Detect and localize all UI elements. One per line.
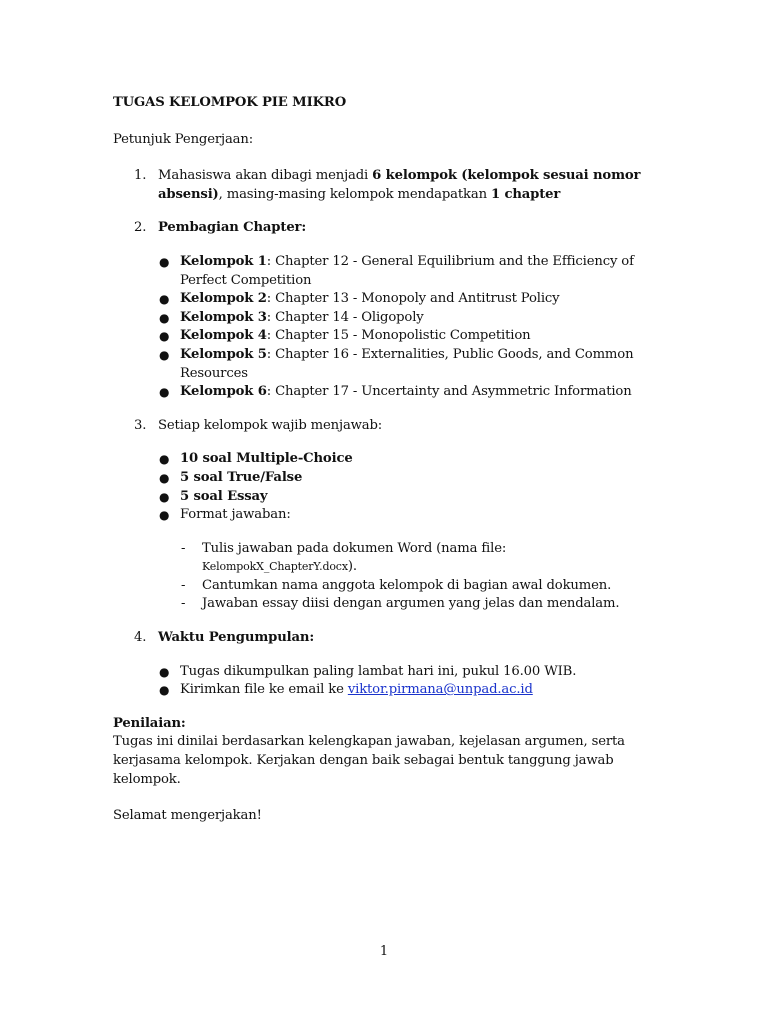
list-item: ● Kelompok 4: Chapter 15 - Monopolistic Competition bbox=[158, 327, 653, 346]
list-item: ● Kelompok 1: Chapter 12 - General Equilibrium and the Efficiency of Perfect Competition bbox=[159, 253, 634, 288]
list-item: ● Kelompok 5: Chapter 16 - Externalities, Public Goods, and Common Resources bbox=[159, 346, 634, 381]
bullet-icon: ● bbox=[159, 664, 170, 679]
list-item: ● 5 soal True/False bbox=[158, 469, 653, 488]
bullet-icon: ● bbox=[159, 329, 170, 344]
list-item: ● 5 soal Essay bbox=[158, 488, 653, 507]
bullet-icon: ● bbox=[159, 254, 170, 269]
list-item: ● Kelompok 3: Chapter 14 - Oligopoly bbox=[158, 309, 653, 328]
document-title: TUGAS KELOMPOK PIE MIKRO bbox=[113, 95, 347, 110]
instructions-list bbox=[113, 167, 653, 700]
list-item: ● 10 soal Multiple-Choice bbox=[158, 450, 653, 469]
submission-list bbox=[158, 663, 653, 700]
list-item: ● Tugas dikumpulkan paling lambat hari ini, pukul 16.00 WIB. bbox=[158, 663, 653, 682]
bullet-icon: ● bbox=[159, 310, 170, 325]
chapter-list bbox=[158, 253, 653, 402]
dash-icon: - bbox=[181, 577, 186, 593]
dash-icon: - bbox=[181, 540, 186, 556]
requirement-list bbox=[158, 450, 653, 614]
bullet-icon: ● bbox=[159, 347, 170, 362]
format-list bbox=[180, 540, 653, 614]
bullet-icon: ● bbox=[159, 385, 170, 400]
grading-text: Tugas ini dinilai berdasarkan kelengkapan jawaban, kejelasan argumen, serta kerjasama kelompok. Kerjakan dengan baik sebagai bentuk tanggung jawab kelompok. bbox=[113, 734, 625, 787]
instruction-item-4: 4. Waktu Pengumpulan: ● Tugas dikumpulkan paling lambat hari ini, pukul 16.00 WIB. ● Kirimkan file ke email ke viktor.pirmana@unpad.ac.id bbox=[113, 629, 653, 700]
list-item: - Jawaban essay diisi dengan argumen yang jelas dan mendalam. bbox=[180, 595, 653, 614]
bullet-icon: ● bbox=[159, 452, 170, 467]
document-body bbox=[113, 94, 653, 826]
closing-text: Selamat mengerjakan! bbox=[113, 808, 262, 824]
list-item: ● Kirimkan file ke email ke viktor.pirmana@unpad.ac.id bbox=[158, 681, 653, 700]
instruction-item-2: 2. Pembagian Chapter: ● Kelompok 1: Chapter 12 - General Equilibrium and the Efficiency of Perfect Competition ● Kelompok 2: Chapter 13 - Monopoly and Antitrust Policy ● Kelompok 3: Chapter 14 - Oligopoly ● Kelompok 4: Chapter 15 - Monopolistic Competition ● Kelompok 5: Chapter 16 - Externalities, Public Goods, and Common Resources ● Kelompok 6: Chapter 17 - Uncertainty and Asymmetric Information bbox=[113, 219, 653, 401]
bullet-icon: ● bbox=[159, 489, 170, 504]
bullet-icon: ● bbox=[159, 508, 170, 523]
instructions-heading: Petunjuk Pengerjaan: bbox=[113, 131, 254, 147]
instruction-item-1: 1. Mahasiswa akan dibagi menjadi 6 kelompok (kelompok sesuai nomor absensi), masing-masing kelompok mendapatkan 1 chapter bbox=[134, 168, 641, 202]
list-item: ● Kelompok 6: Chapter 17 - Uncertainty and Asymmetric Information bbox=[158, 383, 653, 402]
bullet-icon: ● bbox=[159, 683, 170, 698]
email-link[interactable]: viktor.pirmana@unpad.ac.id bbox=[347, 682, 533, 698]
instruction-item-3: 3. Setiap kelompok wajib menjawab: ● 10 soal Multiple-Choice ● 5 soal True/False ● 5 soal Essay ● Format jawaban: - Tulis jawaban pada dokumen Word (nama file: KelompokX_ChapterY.docx). - Cantumkan nama anggota kelompok di bagian awal dokumen. - Jawaban essay diisi dengan argumen yang jelas dan mendalam. bbox=[113, 417, 653, 614]
dash-icon: - bbox=[181, 596, 186, 612]
grading-heading: Penilaian: bbox=[113, 715, 186, 731]
list-item: - Tulis jawaban pada dokumen Word (nama file: KelompokX_ChapterY.docx). bbox=[181, 540, 507, 575]
bullet-icon: ● bbox=[159, 292, 170, 307]
page-number: 1 bbox=[379, 944, 389, 959]
list-item: - Cantumkan nama anggota kelompok di bagian awal dokumen. bbox=[180, 577, 653, 596]
list-item: ● Kelompok 2: Chapter 13 - Monopoly and Antitrust Policy bbox=[158, 290, 653, 309]
bullet-icon: ● bbox=[159, 470, 170, 485]
list-item: ● Format jawaban: - Tulis jawaban pada dokumen Word (nama file: KelompokX_ChapterY.docx). - Cantumkan nama anggota kelompok di bagian awal dokumen. - Jawaban essay diisi dengan argumen yang jelas dan mendalam. bbox=[158, 506, 653, 614]
